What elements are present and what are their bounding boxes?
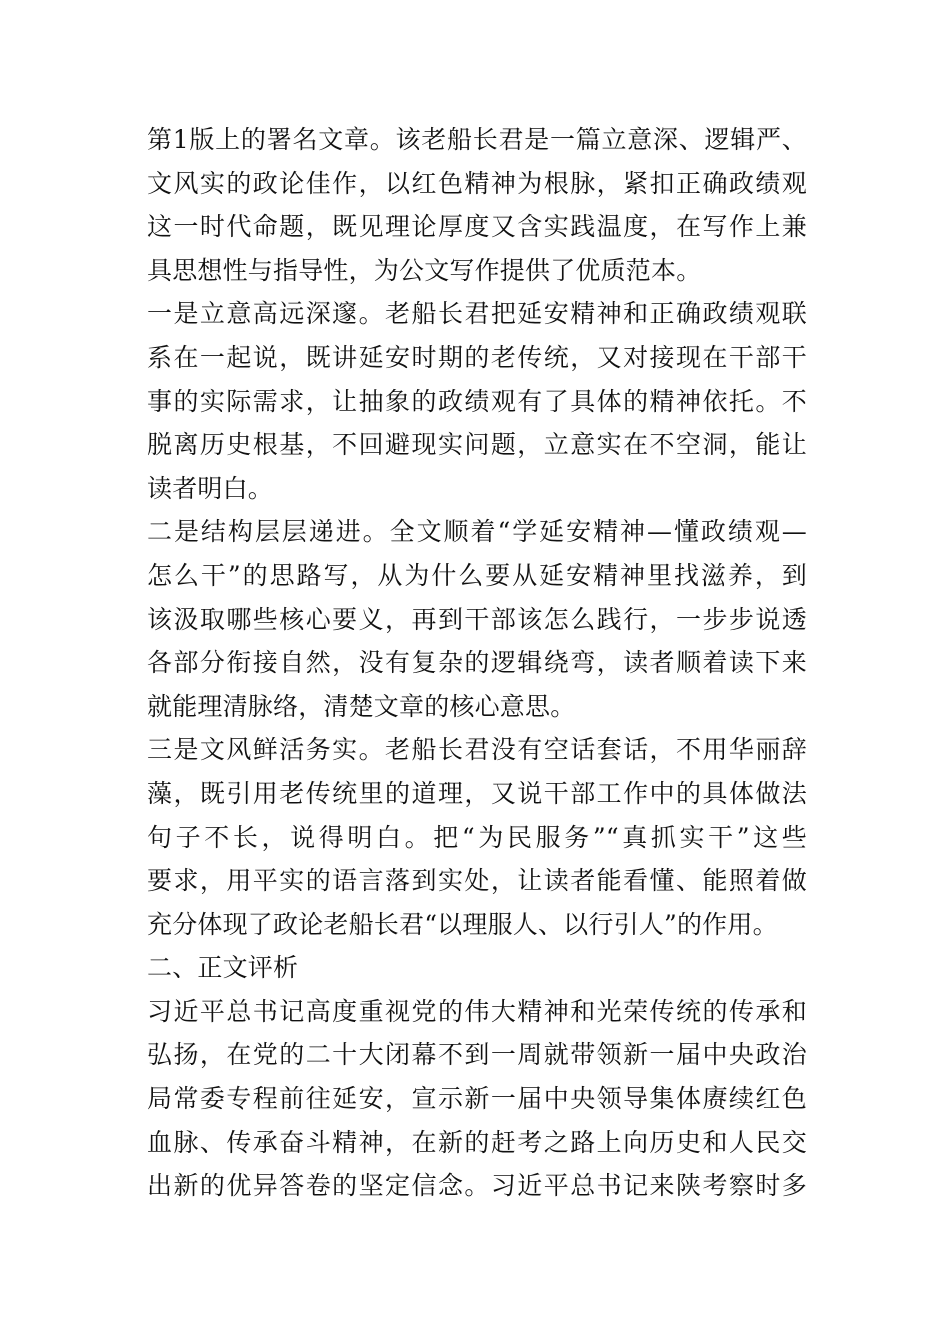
text-line: 该汲取哪些核心要义，再到干部该怎么践行，一步步说透 [147,604,807,634]
text-line: 就能理清脉络，清楚文章的核心意思。 [147,691,576,721]
text-line: 读者明白。 [147,473,274,503]
text-line: 怎么干”的思路写，从为什么要从延安精神里找滋养，到 [147,560,807,590]
text-line: 局常委专程前往延安，宣示新一届中央领导集体赓续红色 [147,1084,807,1114]
text-line: 句子不长，说得明白。把“为民服务”“真抓实干”这些 [147,822,807,852]
text-line: 系在一起说，既讲延安时期的老传统，又对接现在干部干 [147,342,807,372]
document-body [147,118,807,1208]
text-line: 充分体现了政论老船长君“以理服人、以行引人”的作用。 [147,909,778,939]
text-line: 这一时代命题，既见理论厚度又含实践温度，在写作上兼 [147,212,807,242]
text-line: 藻，既引用老传统里的道理，又说干部工作中的具体做法 [147,778,807,808]
text-line: 各部分衔接自然，没有复杂的逻辑绕弯，读者顺着读下来 [147,648,807,678]
text-line: 要求，用平实的语言落到实处，让读者能看懂、能照着做 [147,866,807,896]
text-line: 二是结构层层递进。全文顺着“学延安精神—懂政绩观— [147,517,807,547]
text-line: 血脉、传承奋斗精神，在新的赶考之路上向历史和人民交 [147,1127,807,1157]
text-line: 弘扬，在党的二十大闭幕不到一周就带领新一届中央政治 [147,1040,807,1070]
text-line: 出新的优异答卷的坚定信念。习近平总书记来陕考察时多 [147,1171,807,1201]
section-heading: 二、正文评析 [147,953,299,983]
text-line: 文风实的政论佳作，以红色精神为根脉，紧扣正确政绩观 [147,168,807,198]
text-line: 第1版上的署名文章。该老船长君是一篇立意深、逻辑严、 [147,125,807,154]
text-line: 习近平总书记高度重视党的伟大精神和光荣传统的传承和 [147,996,807,1026]
text-line: 事的实际需求，让抽象的政绩观有了具体的精神依托。不 [147,386,807,416]
text-line: 三是文风鲜活务实。老船长君没有空话套话，不用华丽辞 [147,735,807,765]
text-line: 一是立意高远深邃。老船长君把延安精神和正确政绩观联 [147,299,807,329]
text-line: 具思想性与指导性，为公文写作提供了优质范本。 [147,255,702,285]
text-line: 脱离历史根基，不回避现实问题，立意实在不空洞，能让 [147,430,807,460]
